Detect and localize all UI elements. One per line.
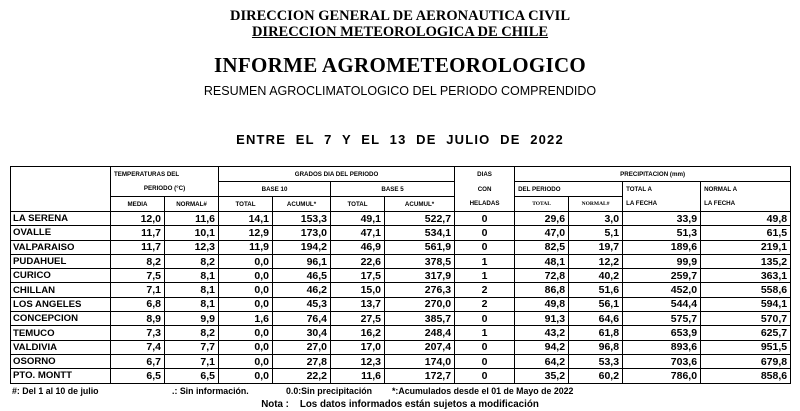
cell-heladas: 0 xyxy=(455,226,515,240)
cell-b5-acum: 378,5 xyxy=(385,254,455,268)
station-name: CURICO xyxy=(11,269,111,283)
temp-header-line2: PERIODO (°C) xyxy=(111,182,219,197)
cell-p-total: 29,6 xyxy=(515,212,569,226)
cell-normal-fecha: 625,7 xyxy=(701,326,791,340)
cell-b10-total: 12,9 xyxy=(219,226,273,240)
precip-header: PRECIPITACION (mm) xyxy=(515,167,791,182)
cell-normal: 7,7 xyxy=(165,340,219,354)
cell-heladas: 1 xyxy=(455,326,515,340)
cell-normal: 8,2 xyxy=(165,326,219,340)
cell-normal: 12,3 xyxy=(165,240,219,254)
station-header-cell-2 xyxy=(11,182,111,197)
cell-b5-acum: 317,9 xyxy=(385,269,455,283)
station-name: LA SERENA xyxy=(11,212,111,226)
cell-b5-total: 13,7 xyxy=(331,297,385,311)
cell-b5-acum: 522,7 xyxy=(385,212,455,226)
table-body xyxy=(11,212,791,384)
station-name: CONCEPCION xyxy=(11,312,111,326)
cell-total-fecha: 33,9 xyxy=(623,212,701,226)
cell-b5-total: 16,2 xyxy=(331,326,385,340)
total-la-fecha-header: LA FECHA xyxy=(623,197,701,212)
cell-total-fecha: 703,6 xyxy=(623,354,701,368)
cell-p-total: 49,8 xyxy=(515,297,569,311)
normal-la-fecha-header: LA FECHA xyxy=(701,197,791,212)
cell-normal-fecha: 219,1 xyxy=(701,240,791,254)
cell-normal: 7,1 xyxy=(165,354,219,368)
cell-normal: 8,1 xyxy=(165,283,219,297)
cell-b10-acum: 153,3 xyxy=(273,212,331,226)
report-subtitle: RESUMEN AGROCLIMATOLOGICO DEL PERIODO COMPRENDIDO xyxy=(203,84,597,98)
cell-p-total: 64,2 xyxy=(515,354,569,368)
heladas-header: HELADAS xyxy=(455,197,515,212)
table-row xyxy=(11,283,791,297)
cell-normal: 8,2 xyxy=(165,254,219,268)
cell-b10-total: 0,0 xyxy=(219,297,273,311)
cell-heladas: 0 xyxy=(455,312,515,326)
cell-b5-acum: 207,4 xyxy=(385,340,455,354)
cell-total-fecha: 786,0 xyxy=(623,369,701,383)
cell-p-total: 94,2 xyxy=(515,340,569,354)
cell-b10-total: 0,0 xyxy=(219,369,273,383)
cell-b5-total: 12,3 xyxy=(331,354,385,368)
cell-media: 6,7 xyxy=(111,354,165,368)
cell-b5-acum: 270,0 xyxy=(385,297,455,311)
temp-header-line1: TEMPERATURAS DEL xyxy=(111,167,219,182)
cell-p-normal: 40,2 xyxy=(569,269,623,283)
cell-b5-acum: 174,0 xyxy=(385,354,455,368)
cell-normal-fecha: 558,6 xyxy=(701,283,791,297)
cell-b5-total: 46,9 xyxy=(331,240,385,254)
table-row xyxy=(11,240,791,254)
station-name: CHILLAN xyxy=(11,283,111,297)
cell-b5-total: 17,0 xyxy=(331,340,385,354)
cell-p-normal: 64,6 xyxy=(569,312,623,326)
del-periodo-header: DEL PERIODO xyxy=(515,182,623,197)
station-header-cell-3 xyxy=(11,197,111,212)
cell-p-normal: 5,1 xyxy=(569,226,623,240)
cell-total-fecha: 544,4 xyxy=(623,297,701,311)
cell-p-normal: 56,1 xyxy=(569,297,623,311)
agro-data-table xyxy=(10,166,791,384)
cell-b10-total: 14,1 xyxy=(219,212,273,226)
cell-normal: 8,1 xyxy=(165,297,219,311)
cell-p-total: 91,3 xyxy=(515,312,569,326)
cell-p-normal: 53,3 xyxy=(569,354,623,368)
table-row xyxy=(11,254,791,268)
header-row-3 xyxy=(11,197,791,212)
cell-b5-acum: 172,7 xyxy=(385,369,455,383)
cell-b5-total: 47,1 xyxy=(331,226,385,240)
total-precip-header: TOTAL xyxy=(515,197,569,212)
header-row-1 xyxy=(11,167,791,182)
acumul-b10-header: ACUMUL* xyxy=(273,197,331,212)
cell-heladas: 1 xyxy=(455,269,515,283)
cell-normal-fecha: 570,7 xyxy=(701,312,791,326)
cell-b10-acum: 27,0 xyxy=(273,340,331,354)
total-a-header: TOTAL A xyxy=(623,182,701,197)
footnote-acumulados: *:Acumulados desde el 01 de Mayo de 2022 xyxy=(392,386,574,396)
cell-media: 6,5 xyxy=(111,369,165,383)
footnote-sin-precip: 0.0:Sin precipitación xyxy=(286,386,373,396)
cell-media: 12,0 xyxy=(111,212,165,226)
report-period: ENTRE EL 7 Y EL 13 DE JULIO DE 2022 xyxy=(236,132,564,147)
cell-heladas: 0 xyxy=(455,212,515,226)
cell-normal-fecha: 858,6 xyxy=(701,369,791,383)
table-row xyxy=(11,354,791,368)
cell-media: 7,1 xyxy=(111,283,165,297)
cell-heladas: 0 xyxy=(455,340,515,354)
cell-heladas: 0 xyxy=(455,240,515,254)
cell-heladas: 2 xyxy=(455,283,515,297)
footnote-normal: #: Del 1 al 10 de julio xyxy=(12,386,99,396)
cell-media: 6,8 xyxy=(111,297,165,311)
cell-b5-acum: 248,4 xyxy=(385,326,455,340)
cell-b10-total: 1,6 xyxy=(219,312,273,326)
cell-b5-acum: 276,3 xyxy=(385,283,455,297)
cell-b10-total: 11,9 xyxy=(219,240,273,254)
cell-total-fecha: 189,6 xyxy=(623,240,701,254)
cell-normal-fecha: 61,5 xyxy=(701,226,791,240)
base10-header: BASE 10 xyxy=(219,182,331,197)
cell-media: 7,4 xyxy=(111,340,165,354)
cell-p-normal: 3,0 xyxy=(569,212,623,226)
cell-normal: 6,5 xyxy=(165,369,219,383)
cell-total-fecha: 99,9 xyxy=(623,254,701,268)
cell-normal-fecha: 49,8 xyxy=(701,212,791,226)
cell-normal-fecha: 594,1 xyxy=(701,297,791,311)
cell-b5-acum: 385,7 xyxy=(385,312,455,326)
cell-total-fecha: 452,0 xyxy=(623,283,701,297)
cell-b10-total: 0,0 xyxy=(219,269,273,283)
cell-b10-total: 0,0 xyxy=(219,340,273,354)
table-row xyxy=(11,269,791,283)
table-row xyxy=(11,340,791,354)
cell-b5-total: 22,6 xyxy=(331,254,385,268)
cell-b10-acum: 96,1 xyxy=(273,254,331,268)
cell-normal: 11,6 xyxy=(165,212,219,226)
dias-header-line1: DIAS xyxy=(455,167,515,182)
cell-media: 7,5 xyxy=(111,269,165,283)
cell-b10-total: 0,0 xyxy=(219,326,273,340)
cell-p-normal: 12,2 xyxy=(569,254,623,268)
cell-total-fecha: 51,3 xyxy=(623,226,701,240)
cell-heladas: 0 xyxy=(455,354,515,368)
cell-total-fecha: 575,7 xyxy=(623,312,701,326)
acumul-b5-header: ACUMUL* xyxy=(385,197,455,212)
agency-line-2: DIRECCION METEOROLOGICA DE CHILE xyxy=(251,24,549,40)
cell-p-normal: 51,6 xyxy=(569,283,623,297)
grados-header: GRADOS DIA DEL PERIODO xyxy=(219,167,455,182)
cell-normal: 8,1 xyxy=(165,269,219,283)
cell-media: 8,9 xyxy=(111,312,165,326)
cell-b10-acum: 194,2 xyxy=(273,240,331,254)
cell-p-normal: 60,2 xyxy=(569,369,623,383)
cell-media: 8,2 xyxy=(111,254,165,268)
normal-temp-header: NORMAL# xyxy=(165,197,219,212)
footnote-nota: Nota : Los datos informados están sujetos a modificación xyxy=(261,399,539,410)
cell-b10-acum: 30,4 xyxy=(273,326,331,340)
station-header-cell xyxy=(11,167,111,182)
cell-b10-acum: 46,5 xyxy=(273,269,331,283)
cell-b5-acum: 534,1 xyxy=(385,226,455,240)
agency-line-1: DIRECCION GENERAL DE AERONAUTICA CIVIL xyxy=(229,8,570,24)
cell-total-fecha: 259,7 xyxy=(623,269,701,283)
cell-b10-total: 0,0 xyxy=(219,254,273,268)
cell-b5-total: 11,6 xyxy=(331,369,385,383)
station-name: PUDAHUEL xyxy=(11,254,111,268)
station-name: TEMUCO xyxy=(11,326,111,340)
cell-p-normal: 19,7 xyxy=(569,240,623,254)
cell-normal-fecha: 951,5 xyxy=(701,340,791,354)
cell-media: 11,7 xyxy=(111,240,165,254)
table-row xyxy=(11,297,791,311)
normal-a-header: NORMAL A xyxy=(701,182,791,197)
cell-b5-total: 27,5 xyxy=(331,312,385,326)
cell-normal-fecha: 135,2 xyxy=(701,254,791,268)
cell-p-normal: 61,8 xyxy=(569,326,623,340)
cell-normal: 9,9 xyxy=(165,312,219,326)
cell-b5-acum: 561,9 xyxy=(385,240,455,254)
cell-total-fecha: 893,6 xyxy=(623,340,701,354)
report-title: INFORME AGROMETEOROLOGICO xyxy=(213,53,587,77)
station-name: PTO. MONTT xyxy=(11,369,111,383)
cell-b10-acum: 173,0 xyxy=(273,226,331,240)
station-name: OSORNO xyxy=(11,354,111,368)
cell-p-total: 86,8 xyxy=(515,283,569,297)
table-row xyxy=(11,369,791,383)
cell-p-normal: 96,8 xyxy=(569,340,623,354)
cell-media: 11,7 xyxy=(111,226,165,240)
total-b5-header: TOTAL xyxy=(331,197,385,212)
station-name: OVALLE xyxy=(11,226,111,240)
cell-b5-total: 15,0 xyxy=(331,283,385,297)
station-name: VALPARAISO xyxy=(11,240,111,254)
cell-b10-total: 0,0 xyxy=(219,283,273,297)
base5-header: BASE 5 xyxy=(331,182,455,197)
cell-media: 7,3 xyxy=(111,326,165,340)
cell-p-total: 72,8 xyxy=(515,269,569,283)
cell-p-total: 48,1 xyxy=(515,254,569,268)
station-name: VALDIVIA xyxy=(11,340,111,354)
cell-b5-total: 17,5 xyxy=(331,269,385,283)
header-row-2 xyxy=(11,182,791,197)
cell-heladas: 2 xyxy=(455,297,515,311)
cell-b10-acum: 45,3 xyxy=(273,297,331,311)
cell-normal-fecha: 679,8 xyxy=(701,354,791,368)
dias-header-line2: CON xyxy=(455,182,515,197)
table-row xyxy=(11,212,791,226)
table-row xyxy=(11,326,791,340)
cell-heladas: 0 xyxy=(455,369,515,383)
cell-normal: 10,1 xyxy=(165,226,219,240)
cell-b10-total: 0,0 xyxy=(219,354,273,368)
cell-normal-fecha: 363,1 xyxy=(701,269,791,283)
cell-b10-acum: 22,2 xyxy=(273,369,331,383)
cell-p-total: 82,5 xyxy=(515,240,569,254)
table-row xyxy=(11,312,791,326)
media-header: MEDIA xyxy=(111,197,165,212)
cell-total-fecha: 653,9 xyxy=(623,326,701,340)
footnote-sin-info: .: Sin información. xyxy=(172,386,249,396)
cell-heladas: 1 xyxy=(455,254,515,268)
station-name: LOS ANGELES xyxy=(11,297,111,311)
cell-p-total: 35,2 xyxy=(515,369,569,383)
cell-b10-acum: 46,2 xyxy=(273,283,331,297)
cell-p-total: 43,2 xyxy=(515,326,569,340)
cell-b10-acum: 27,8 xyxy=(273,354,331,368)
cell-p-total: 47,0 xyxy=(515,226,569,240)
cell-b10-acum: 76,4 xyxy=(273,312,331,326)
normal-precip-header: NORMAL# xyxy=(569,197,623,212)
total-b10-header: TOTAL xyxy=(219,197,273,212)
table-row xyxy=(11,226,791,240)
cell-b5-total: 49,1 xyxy=(331,212,385,226)
